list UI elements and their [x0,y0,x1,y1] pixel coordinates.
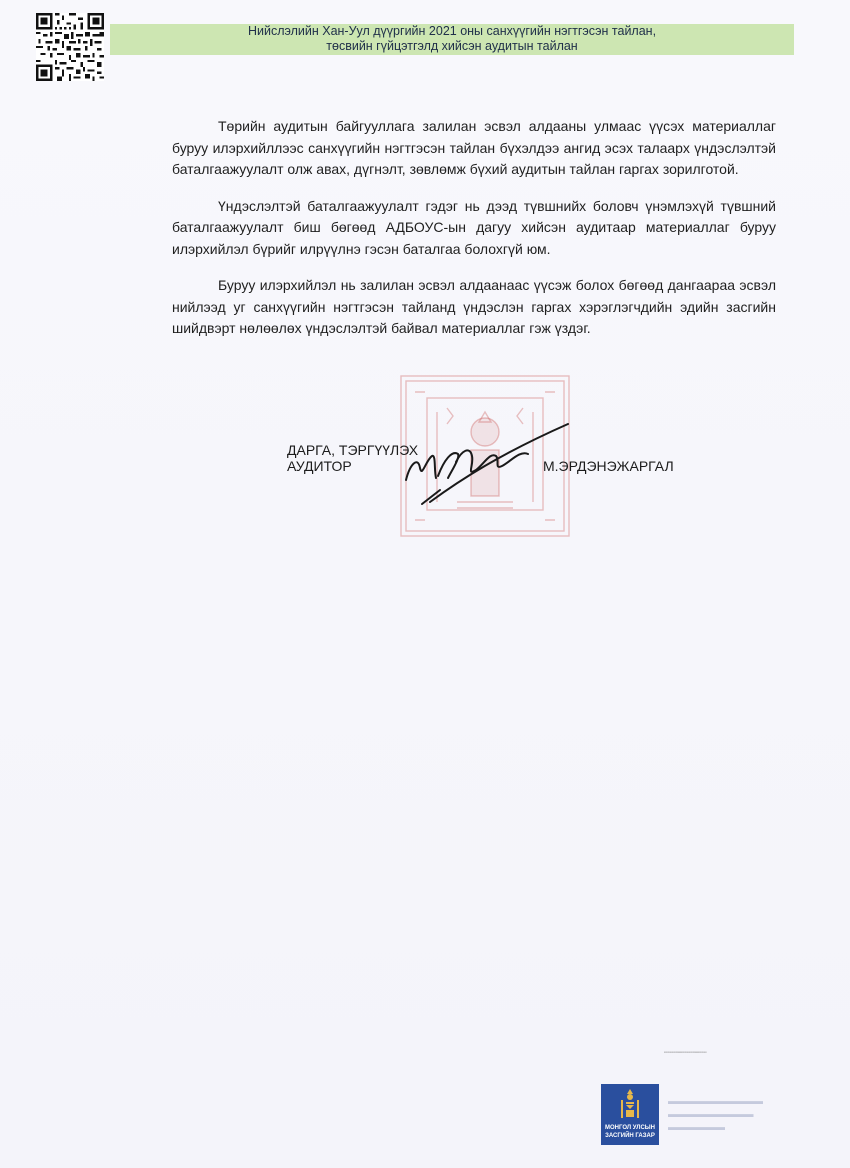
report-body [172,116,776,355]
qr-code-icon [36,13,104,81]
signatory-title-line-1: ДАРГА, ТЭРГҮҮЛЭХ [287,442,419,458]
paragraph: Төрийн аудитын байгууллага залилан эсвэл алдааны улмаас үүсэх материаллаг буруу илэрхийллээс санхүүгийн нэгтгэсэн тайлан бүхэлдээ ангид эсэх талаарх үндэслэлтэй баталгаажуулалт олж авах, дүгнэлт, зөвлөмж бүхий аудитын тайлан гаргах зорилготой. [172,118,776,177]
logo-text-line-2: ЗАСГИЙН ГАЗАР [605,1133,655,1139]
paragraph: Буруу илэрхийлэл нь залилан эсвэл алдаанаас үүсэж болох бөгөөд дангаараа эсвэл нийлээд уг санхүүгийн нэгтгэсэн тайланд үндэслэн гаргах хэрэглэгчдийн эдийн засгийн шийдвэрт нөлөөлөх үндэслэлтэй байвал материаллаг гэж үздэг. [172,277,776,336]
signatory-name: М.ЭРДЭНЭЖАРГАЛ [543,458,674,474]
paragraph: Үндэслэлтэй баталгаажуулалт гэдэг нь дээд түвшнийх боловч үнэмлэхүй түвшний баталгаажуулалт биш бөгөөд АДБОУС-ын дагуу хийсэн аудитаар материаллаг буруу илэрхийлэл бүрийг илрүүлнэ гэсэн баталгаа болохгүй юм. [172,197,776,257]
soyombo-emblem-icon [601,1084,659,1124]
signatory-title-line-2: АУДИТОР [287,458,352,474]
signatory-title [287,442,418,474]
logo-text-line-1: МОНГОЛ УЛСЫН [605,1125,655,1131]
header-line-2: төсвийн гүйцэтгэлд хийсэн аудитын тайлан [326,39,578,53]
header-line-1: Нийслэлийн Хан-Уул дүүргийн 2021 оны санхүүгийн нэгтгэсэн тайлан, [247,24,657,38]
report-header [110,24,794,54]
government-logo [601,1084,659,1145]
footer-fine-print: ▪▪▪▪▪▪▪▪▪▪▪▪▪▪▪▪▪▪▪▪▪▪▪▪▪▪▪▪▪▪▪▪▪▪▪▪▪▪▪▪ [664,1050,707,1054]
faded-watermark-text: ▬▬▬▬▬▬▬▬▬▬ ▬▬▬▬▬▬▬▬▬ ▬▬▬▬▬▬ [668,1096,763,1133]
